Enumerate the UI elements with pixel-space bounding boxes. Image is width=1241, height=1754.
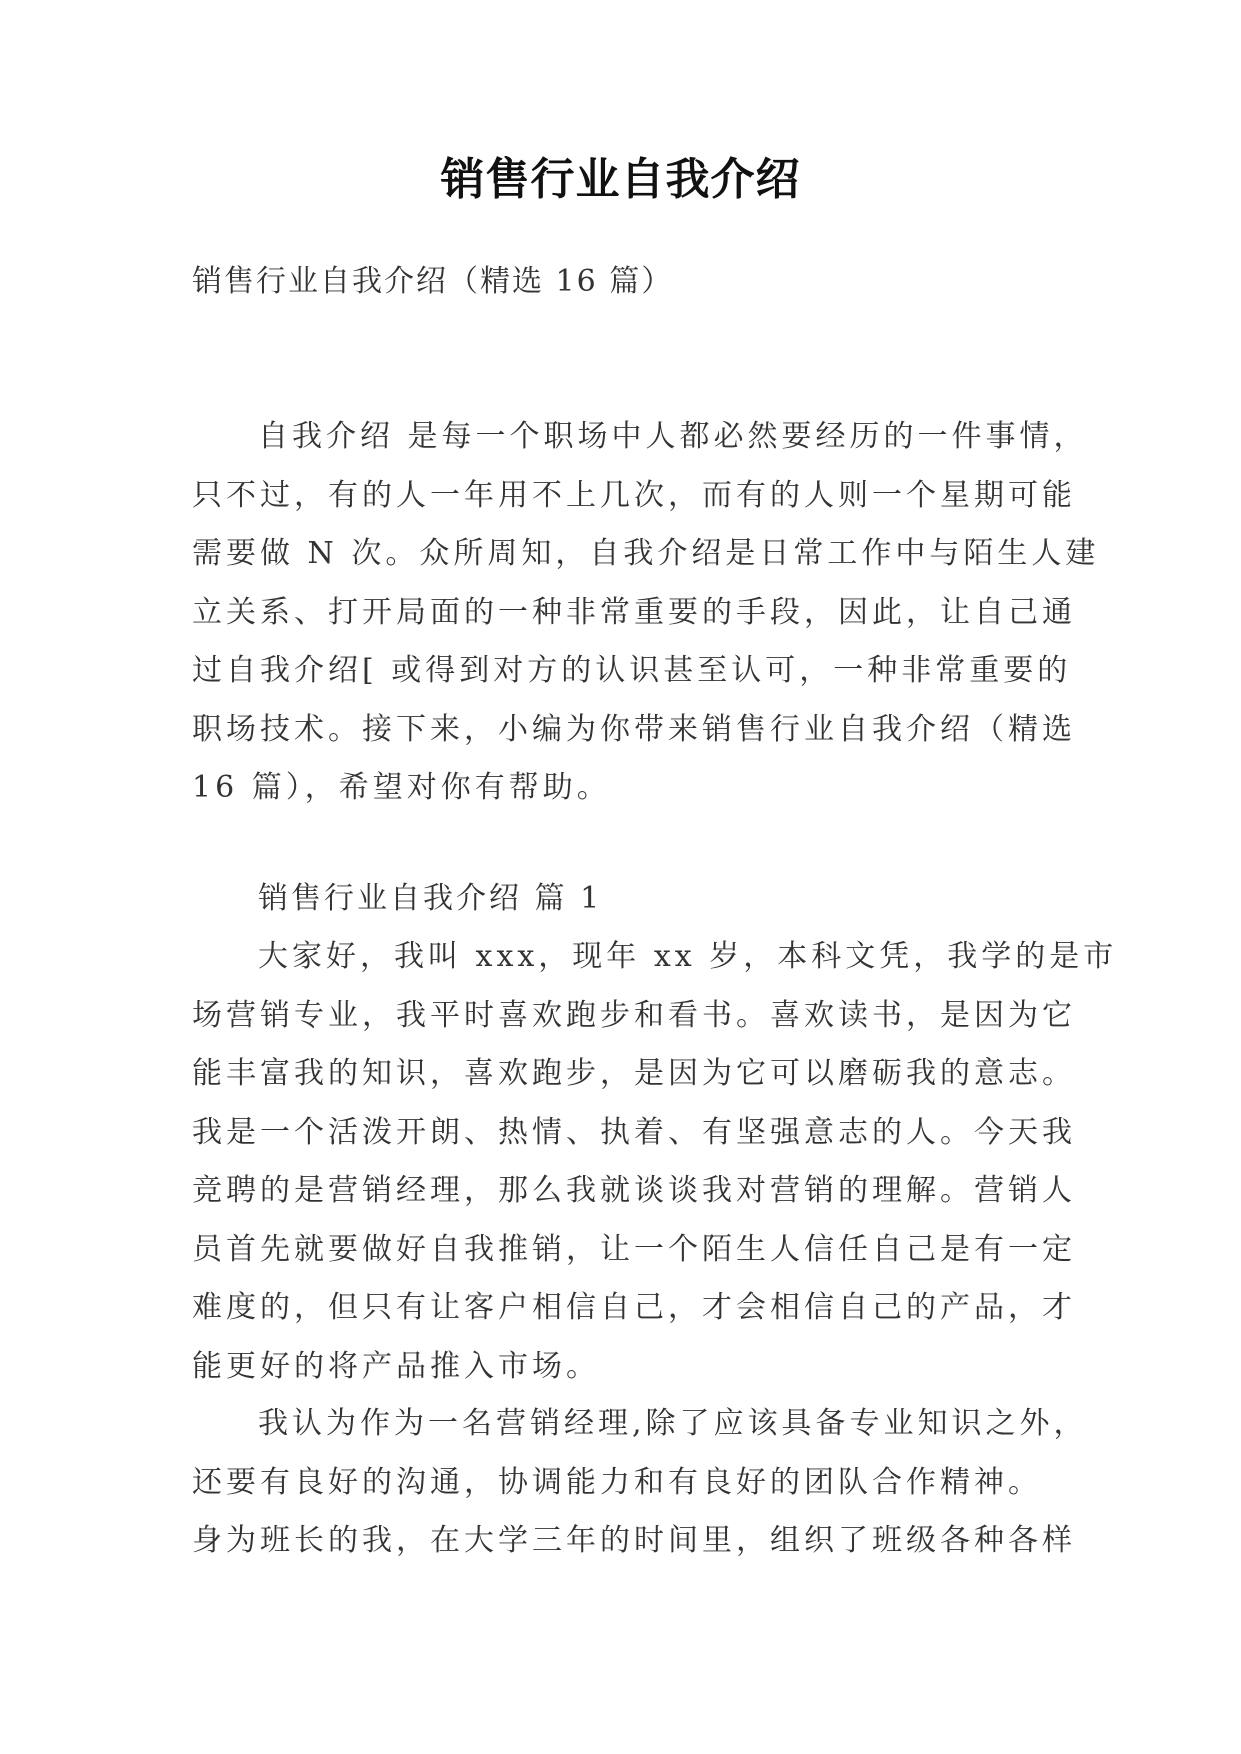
intro-line: 职场技术。接下来，小编为你带来销售行业自我介绍（精选	[192, 711, 1076, 747]
intro-line: 过自我介绍[ 或得到对方的认识甚至认可，一种非常重要的	[192, 653, 1072, 688]
paragraph-line: 能丰富我的知识，喜欢跑步，是因为它可以磨砺我的意志。	[192, 1056, 1076, 1091]
paragraph-line: 我认为作为一名营销经理,除了应该具备专业知识之外，	[258, 1406, 1088, 1441]
paragraph-line: 难度的，但只有让客户相信自己，才会相信自己的产品，才	[192, 1290, 1076, 1325]
intro-line: 16 篇），希望对你有帮助。	[192, 770, 611, 805]
intro-paragraph	[192, 408, 1100, 818]
intro-line: 只不过，有的人一年用不上几次，而有的人则一个星期可能	[192, 477, 1076, 513]
intro-line: 需要做 N 次。众所周知，自我介绍是日常工作中与陌生人建	[192, 536, 1100, 571]
paragraph-line: 场营销专业，我平时喜欢跑步和看书。喜欢读书，是因为它	[192, 997, 1076, 1033]
paragraph-line: 能更好的将产品推入市场。	[192, 1348, 600, 1384]
paragraph-line: 员首先就要做好自我推销，让一个陌生人信任自己是有一定	[192, 1231, 1076, 1267]
section-paragraph-1	[192, 928, 1118, 1396]
document-subtitle: 销售行业自我介绍（精选 16 篇）	[192, 264, 674, 299]
intro-line: 自我介绍 是每一个职场中人都必然要经历的一件事情，	[258, 419, 1088, 454]
paragraph-line: 大家好，我叫 xxx，现年 xx 岁，本科文凭，我学的是市	[258, 939, 1118, 974]
paragraph-line: 还要有良好的沟通，协调能力和有良好的团队合作精神。	[192, 1464, 1042, 1500]
paragraph-line: 身为班长的我，在大学三年的时间里，组织了班级各种各样	[192, 1523, 1076, 1558]
paragraph-line: 竞聘的是营销经理，那么我就谈谈我对营销的理解。营销人	[192, 1173, 1076, 1208]
intro-line: 立关系、打开局面的一种非常重要的手段，因此，让自己通	[192, 594, 1076, 630]
document-title: 销售行业自我介绍	[440, 154, 801, 205]
section-heading: 销售行业自我介绍 篇 1	[258, 881, 603, 916]
paragraph-line: 我是一个活泼开朗、热情、执着、有坚强意志的人。今天我	[192, 1114, 1076, 1150]
section-paragraph-2	[192, 1395, 1088, 1571]
